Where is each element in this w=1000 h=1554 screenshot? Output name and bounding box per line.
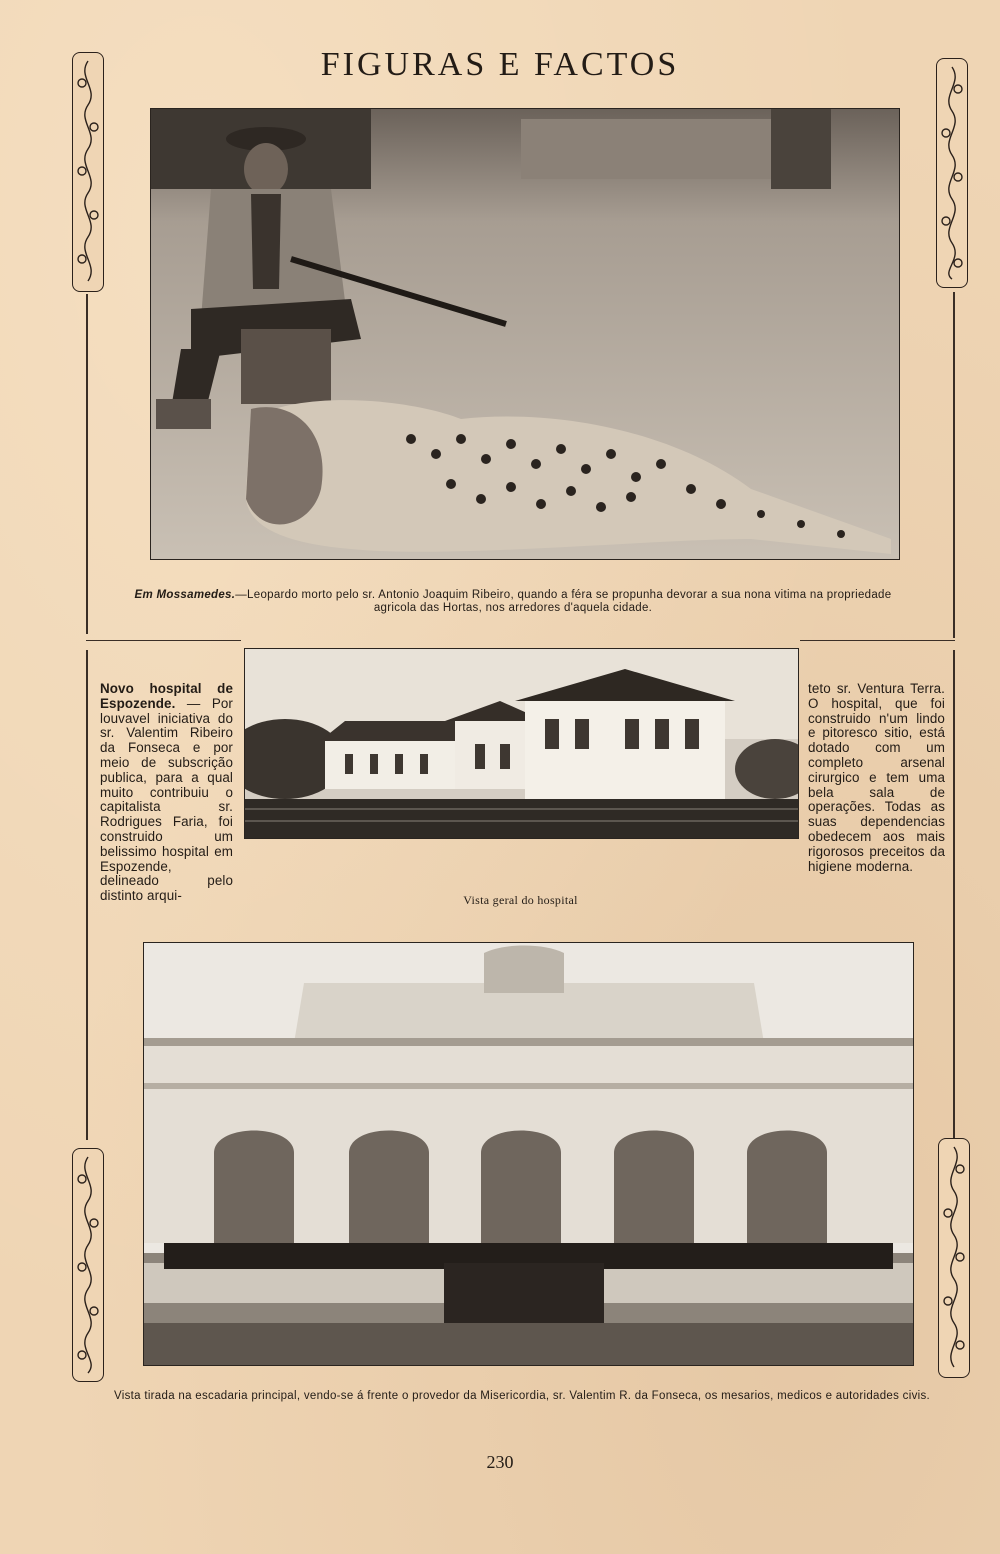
article-left-text: — Por louvavel iniciativa do sr. Valentim Ribeiro da Fonseca e por meio de subscrição publica, para a qual muito contribuiu o capitalista sr. Rodrigues Faria, foi construido um belissimo hospital em Espozende, delineado pelo distinto arqui- — [100, 695, 233, 904]
floral-ornament-icon — [939, 1139, 969, 1377]
top-horizontal-rule — [86, 640, 241, 641]
page-title: FIGURAS E FACTOS — [320, 46, 680, 83]
left-top-ornament — [72, 52, 104, 292]
article-right-text: teto sr. Ventura Terra. O hospital, que foi construido n'um lindo e pitoresco sitio, está dotado com um completo arsenal cirurgico e tem uma bela sala de operações. Todas as suas dependencias obedecem aos mais rigorosos preceitos da higiene moderna. — [808, 681, 945, 874]
hospital-photo — [244, 648, 799, 839]
staircase-photo-caption: Vista tirada na escadaria principal, vendo-se á frente o provedor da Misericordia, sr. Valentim R. da Fonseca, os mesarios, medicos e autoridades civis. — [113, 1390, 931, 1402]
floral-ornament-icon — [937, 59, 967, 287]
leopard-photo-illustration — [151, 109, 899, 559]
floral-ornament-icon — [73, 53, 103, 291]
right-vertical-rule-top — [953, 292, 955, 638]
page-number: 230 — [486, 1452, 514, 1472]
right-bottom-ornament — [938, 1138, 970, 1378]
leopard-photo — [150, 108, 900, 560]
hospital-photo-caption: Vista geral do hospital — [463, 893, 578, 907]
right-vertical-rule-bottom — [953, 650, 955, 1140]
top-horizontal-rule-right — [800, 640, 955, 641]
staircase-group-photo-illustration — [144, 943, 913, 1365]
floral-ornament-icon — [73, 1149, 103, 1381]
staircase-group-photo — [143, 942, 914, 1366]
hospital-photo-illustration — [245, 649, 798, 838]
leopard-caption-text: —Leopardo morto pelo sr. Antonio Joaquim Ribeiro, quando a féra se propunha devorar a sua nona vitima na propriedade agricola das Hortas, nos arredores d'aquela cidade. — [235, 589, 892, 614]
leopard-photo-caption — [112, 589, 914, 615]
left-vertical-rule-top — [86, 294, 88, 634]
right-top-ornament — [936, 58, 968, 288]
caption-lead-location: Em Mossamedes. — [134, 589, 236, 601]
left-bottom-ornament — [72, 1148, 104, 1382]
article-headline: Novo hospital de Espozende. — [100, 681, 233, 711]
left-vertical-rule-bottom — [86, 650, 88, 1140]
article-right-column — [808, 682, 945, 874]
article-left-column — [100, 682, 233, 904]
